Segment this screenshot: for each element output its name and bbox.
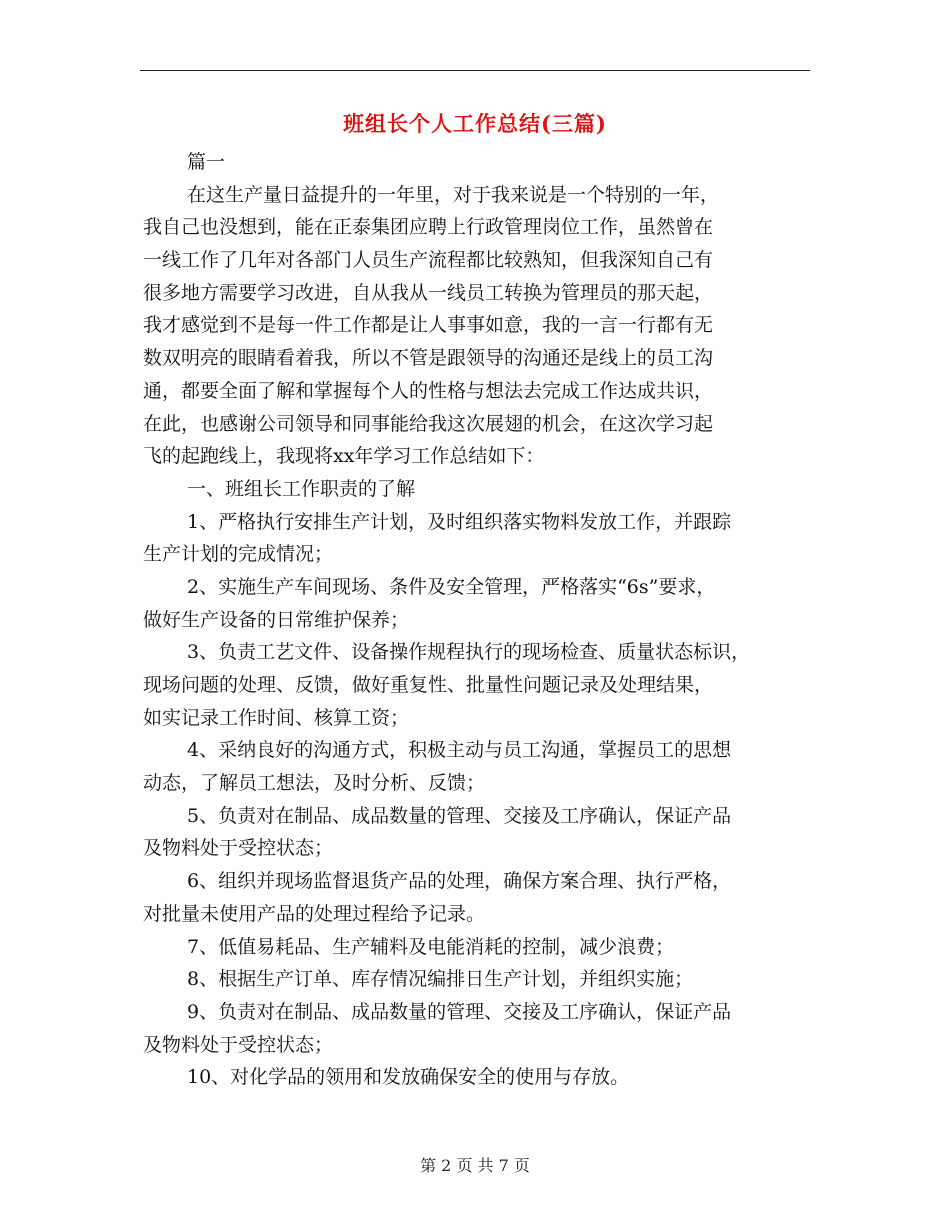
text-line: 做好生产设备的日常维护保养； (143, 608, 410, 631)
text-line: 动态，了解员工想法，及时分析、反馈； (143, 772, 486, 795)
text-line: 1、严格执行安排生产计划，及时组织落实物料发放工作，并跟踪 (187, 510, 732, 533)
text-line: 在此，也感谢公司领导和同事能给我这次展翅的机会，在这次学习起 (143, 412, 714, 435)
text-line: 如实记录工作时间、核算工资； (143, 706, 410, 729)
text-line: 2、实施生产车间现场、条件及安全管理，严格落实“6s”要求， (187, 575, 716, 598)
text-line: 篇一 (187, 151, 226, 173)
document-body (143, 146, 813, 1094)
document-title: 班组长个人工作总结(三篇) (343, 111, 607, 136)
text-line: 6、组织并现场监督退货产品的处理，确保方案合理、执行严格， (187, 870, 732, 893)
page-footer: 第 2 页 共 7 页 (420, 1156, 530, 1175)
header-rule (140, 70, 810, 71)
text-line: 一线工作了几年对各部门人员生产流程都比较熟知，但我深知自己有 (143, 249, 714, 272)
text-line: 9、负责对在制品、成品数量的管理、交接及工序确认，保证产品 (187, 1000, 732, 1023)
text-line: 我自己也没想到，能在正泰集团应聘上行政管理岗位工作，虽然曾在 (143, 216, 714, 239)
text-line: 及物料处于受控状态； (143, 837, 334, 860)
text-line: 飞的起跑线上，我现将xx年学习工作总结如下： (143, 445, 545, 468)
text-line: 4、采纳良好的沟通方式，积极主动与员工沟通，掌握员工的思想 (187, 739, 732, 762)
text-line: 7、低值易耗品、生产辅料及电能消耗的控制，减少浪费； (187, 935, 675, 958)
text-line: 现场问题的处理、反馈，做好重复性、批量性问题记录及处理结果， (143, 674, 714, 696)
text-line: 很多地方需要学习改进，自从我从一线员工转换为管理员的那天起， (143, 281, 714, 304)
text-line: 通，都要全面了解和掌握每个人的性格与想法去完成工作达成共识， (143, 379, 714, 402)
text-line: 8、根据生产订单、库存情况编排日生产计划，并组织实施； (187, 968, 694, 991)
text-line: 我才感觉到不是每一件工作都是让人事事如意，我的一言一行都有无 (143, 314, 714, 337)
text-line: 及物料处于受控状态； (143, 1033, 334, 1056)
text-line: 10、对化学品的领用和发放确保安全的使用与存放。 (187, 1066, 630, 1089)
text-line: 数双明亮的眼睛看着我，所以不管是跟领导的沟通还是线上的员工沟 (143, 347, 714, 370)
text-line: 3、负责工艺文件、设备操作规程执行的现场检查、质量状态标识， (187, 641, 751, 664)
text-line: 生产计划的完成情况； (143, 543, 334, 566)
text-line: 一、班组长工作职责的了解 (187, 477, 416, 500)
text-line: 5、负责对在制品、成品数量的管理、交接及工序确认，保证产品 (187, 804, 732, 827)
text-line: 在这生产量日益提升的一年里，对于我来说是一个特别的一年， (187, 183, 720, 206)
text-line: 对批量未使用产品的处理过程给予记录。 (143, 902, 486, 925)
